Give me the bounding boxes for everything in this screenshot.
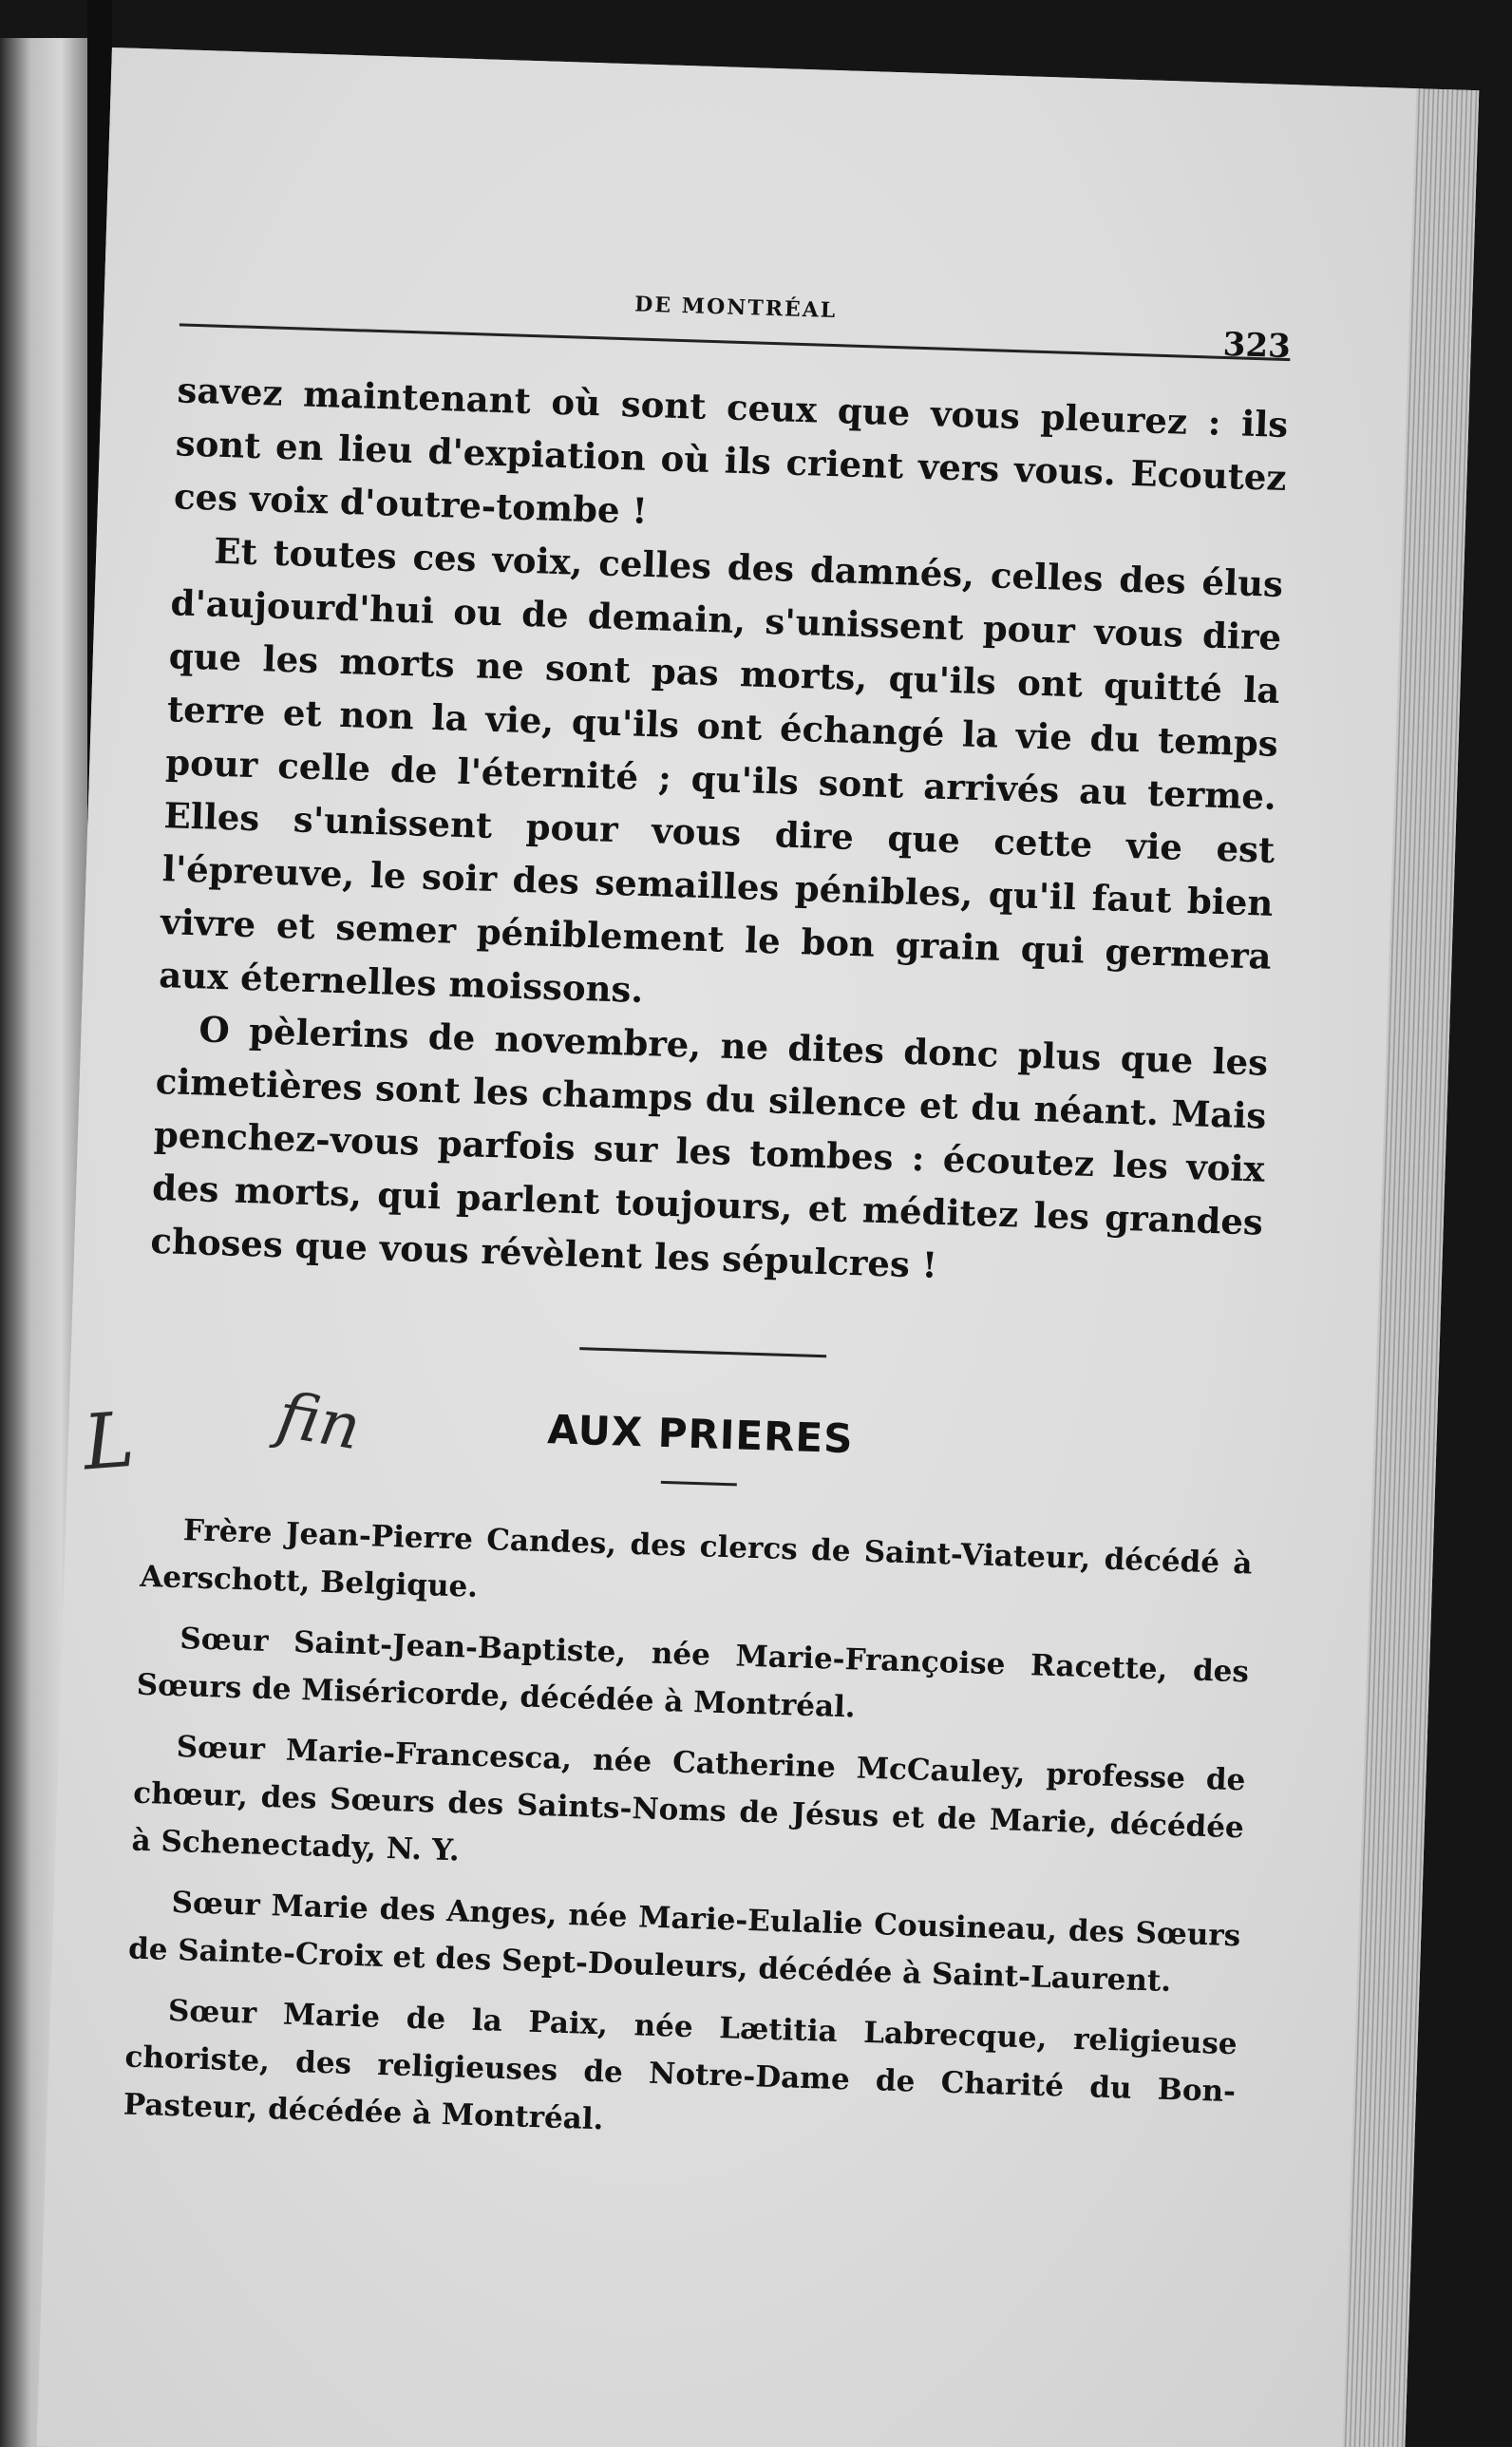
body-text bbox=[150, 363, 1289, 1301]
handwritten-mark-l: L bbox=[80, 1394, 138, 1488]
prayer-entry: Sœur Marie-Francesca, née Catherine McCauley, professe de chœur, des Sœurs des Saints-Noms de Jésus et de Marie, décédée à Schenectady, N. Y. bbox=[131, 1730, 1246, 1868]
section-title-rule bbox=[661, 1481, 737, 1487]
prayer-entry: Sœur Saint-Jean-Baptiste, née Marie-Françoise Racette, des Sœurs de Miséricorde, décédée à Montréal. bbox=[136, 1622, 1250, 1725]
prayer-list bbox=[123, 1506, 1253, 2163]
section-separator-rule bbox=[579, 1347, 826, 1357]
paragraph-pilgrims: O pèlerins de novembre, ne dites donc plus que les cimetières sont les champs du silence et du néant. Mais penchez-vous parfois sur les tombes : écoutez les voix des morts, qui parlent toujours, et méditez les grandes choses que vous révèlent les sépulcres ! bbox=[149, 1008, 1269, 1286]
prayer-entry: Sœur Marie de la Paix, née Lætitia Labrecque, religieuse choriste, des religieuses de Notre-Dame de Charité du Bon-Pasteur, décédée à Montréal. bbox=[123, 1993, 1238, 2137]
handwritten-note-fin: fin bbox=[272, 1377, 367, 1465]
page-number: 323 bbox=[1222, 325, 1292, 367]
page-block bbox=[37, 47, 1480, 2447]
page bbox=[37, 47, 1417, 2447]
prayer-entry: Sœur Marie des Anges, née Marie-Eulalie Cousineau, des Sœurs de Sainte-Croix et des Sept-Douleurs, décédée à Saint-Laurent. bbox=[127, 1885, 1241, 2000]
running-title: DE MONTRÉAL bbox=[633, 292, 838, 324]
paragraph-continuation: savez maintenant où sont ceux que vous pleurez : ils sont en lieu d'expiation où ils crient vers vous. Ecoutez ces voix d'outre-tombe ! bbox=[173, 369, 1289, 532]
page-content bbox=[80, 277, 1292, 2176]
prayer-entry: Frère Jean-Pierre Candes, des clercs de Saint-Viateur, décédé à Aerschott, Belgique. bbox=[139, 1513, 1254, 1604]
paragraph-voices: Et toutes ces voix, celles des damnés, celles des élus d'aujourd'hui ou de demain, s'unissent pour vous dire que les morts ne sont pas morts, qu'ils ont quitté la terre et non la vie, qu'ils ont échangé la vie du temps pour celle de l'éternité ; qu'ils sont arrivés au terme. Elles s'unissent pour vous dire que cette vie est l'épreuve, le soir des semailles pénibles, qu'il faut bien vivre et semer péniblement le bon grain qui germera aux éternelles moissons. bbox=[158, 529, 1284, 1012]
section-title: AUX PRIERES bbox=[546, 1406, 855, 1463]
